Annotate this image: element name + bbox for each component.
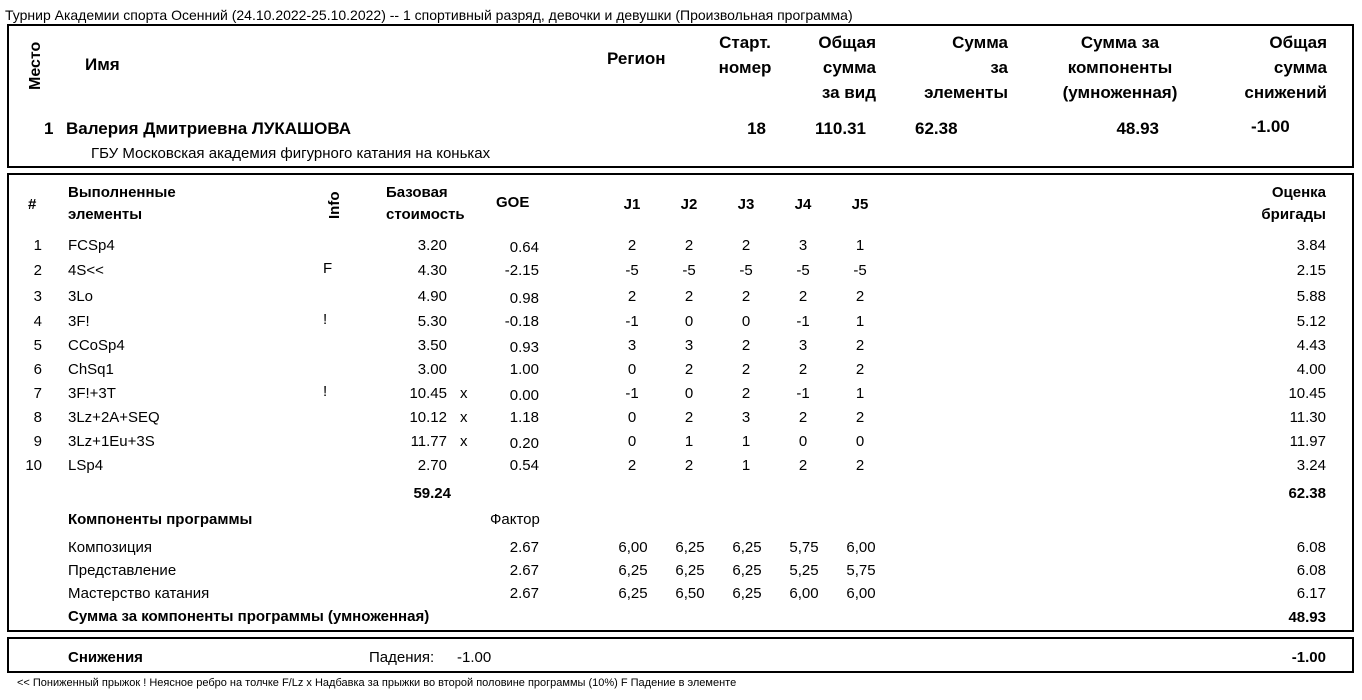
element-judge-score: 2 — [798, 409, 808, 426]
element-judge-score: 2 — [855, 337, 865, 354]
skater-club: ГБУ Московская академия фигурного катания на коньках — [91, 145, 491, 162]
element-goe: 0.54 — [509, 457, 539, 474]
component-judge-score: 6,25 — [732, 585, 762, 602]
element-judge-score: 2 — [741, 385, 751, 402]
component-judge-score: 6,25 — [675, 562, 705, 579]
element-goe: -0.18 — [504, 313, 539, 330]
falls-label: Падения: — [369, 649, 435, 666]
falls-value: -1.00 — [457, 649, 492, 666]
element-judge-score: -5 — [796, 262, 810, 279]
event-title: Турнир Академии спорта Осенний (24.10.2022-25.10.2022) -- 1 спортивный разряд, девочки и девушки (Произвольная программа) — [5, 7, 853, 23]
header-name: Имя — [85, 55, 120, 74]
skater-place: 1 — [44, 119, 54, 138]
element-base-value: 10.45 — [409, 385, 447, 402]
element-panel-score: 10.45 — [1288, 385, 1326, 402]
element-info: F — [323, 260, 333, 277]
element-code: CCoSp4 — [68, 337, 125, 354]
element-goe: -2.15 — [504, 262, 539, 279]
element-judge-score: -1 — [625, 385, 639, 402]
element-judge-score: 3 — [684, 337, 694, 354]
element-code: 3Lz+2A+SEQ — [68, 409, 160, 426]
skater-total: 110.31 — [814, 119, 866, 138]
element-bonus-marker: x — [460, 409, 468, 426]
components-header: Компоненты программы — [68, 511, 253, 528]
element-judge-score: 2 — [684, 237, 694, 254]
col-j1: J1 — [623, 196, 641, 213]
element-judge-score: 1 — [741, 433, 751, 450]
element-judge-score: 3 — [798, 337, 808, 354]
element-panel-score: 11.30 — [1289, 409, 1326, 426]
header-deductions-sum: Общая сумма снижений — [1244, 33, 1327, 102]
element-judge-score: 2 — [741, 237, 751, 254]
components-total-label: Сумма за компоненты программы (умноженная) — [68, 608, 430, 625]
skater-elements: 62.38 — [915, 119, 958, 138]
element-judge-score: 1 — [684, 433, 694, 450]
element-code: 3F! — [68, 313, 90, 330]
element-code: FCSp4 — [68, 237, 115, 254]
component-score: 6.17 — [1296, 585, 1326, 602]
element-bonus-marker: x — [460, 385, 468, 402]
element-judge-score: 2 — [798, 288, 808, 305]
col-executed: Выполненные элементы — [68, 184, 176, 223]
element-judge-score: 0 — [741, 313, 751, 330]
col-num: # — [28, 196, 37, 213]
element-number: 4 — [33, 313, 42, 330]
element-judge-score: -1 — [796, 385, 810, 402]
element-base-value: 3.20 — [417, 237, 447, 254]
element-judge-score: 2 — [684, 288, 694, 305]
legend: << Пониженный прыжок ! Неясное ребро на толчке F/Lz x Надбавка за прыжки во второй половине программы (10%) F Падение в элементе — [17, 677, 737, 689]
component-judge-score: 5,75 — [846, 562, 876, 579]
element-info: ! — [323, 383, 328, 400]
element-judge-score: 2 — [741, 361, 751, 378]
element-judge-score: 0 — [627, 361, 637, 378]
header-place: Место — [27, 41, 44, 90]
base-total: 59.24 — [413, 485, 451, 502]
element-judge-score: 2 — [855, 288, 865, 305]
component-judge-score: 5,25 — [789, 562, 819, 579]
element-judge-score: 2 — [684, 361, 694, 378]
col-j4: J4 — [794, 196, 812, 213]
element-judge-score: 2 — [798, 457, 808, 474]
element-judge-score: 1 — [855, 237, 865, 254]
element-judge-score: 2 — [798, 361, 808, 378]
component-factor: 2.67 — [509, 562, 539, 579]
col-j2: J2 — [680, 196, 698, 213]
deductions-box — [7, 637, 1354, 673]
element-judge-score: -5 — [853, 262, 867, 279]
component-judge-score: 6,50 — [675, 585, 705, 602]
element-judge-score: 3 — [741, 409, 751, 426]
header-components-sum: Сумма за компоненты (умноженная) — [1062, 33, 1178, 102]
deductions-label: Снижения — [68, 649, 143, 666]
element-goe: 1.18 — [509, 409, 539, 426]
element-judge-score: 1 — [855, 385, 865, 402]
element-base-value: 5.30 — [417, 313, 447, 330]
header-start-no: Старт. номер — [718, 33, 772, 77]
element-code: 3Lo — [68, 288, 94, 305]
element-judge-score: 1 — [855, 313, 865, 330]
component-judge-score: 6,25 — [618, 585, 648, 602]
component-judge-score: 6,25 — [618, 562, 648, 579]
skater-start-no: 18 — [747, 119, 766, 138]
skater-deductions: -1.00 — [1251, 117, 1290, 136]
element-info: ! — [323, 311, 328, 328]
element-judge-score: -5 — [682, 262, 696, 279]
element-panel-score: 3.24 — [1296, 457, 1326, 474]
element-panel-score: 4.43 — [1296, 337, 1326, 354]
element-judge-score: 2 — [741, 288, 751, 305]
element-base-value: 4.90 — [417, 288, 447, 305]
element-number: 8 — [33, 409, 42, 426]
header-region: Регион — [607, 49, 666, 68]
element-judge-score: 2 — [684, 409, 694, 426]
element-judge-score: 1 — [741, 457, 751, 474]
element-panel-score: 5.88 — [1296, 288, 1326, 305]
component-judge-score: 6,00 — [846, 539, 876, 556]
element-judge-score: 2 — [684, 457, 694, 474]
skater-components: 48.93 — [1116, 119, 1159, 138]
element-base-value: 11.77 — [410, 433, 447, 450]
element-judge-score: 0 — [855, 433, 865, 450]
component-judge-score: 6,00 — [846, 585, 876, 602]
element-code: LSp4 — [68, 457, 104, 474]
col-info: Info — [326, 191, 343, 219]
header-elements-sum: Сумма за элементы — [924, 33, 1008, 102]
col-goe: GOE — [496, 194, 530, 211]
element-base-value: 4.30 — [417, 262, 447, 279]
component-score: 6.08 — [1296, 539, 1326, 556]
component-factor: 2.67 — [509, 539, 539, 556]
component-name: Представление — [68, 562, 177, 579]
element-number: 7 — [33, 385, 42, 402]
element-goe: 1.00 — [509, 361, 539, 378]
element-code: 4S<< — [68, 262, 104, 279]
element-panel-score: 4.00 — [1296, 361, 1326, 378]
element-number: 3 — [33, 288, 42, 305]
component-score: 6.08 — [1296, 562, 1326, 579]
skater-name: Валерия Дмитриевна ЛУКАШОВА — [66, 119, 352, 138]
element-number: 1 — [33, 237, 42, 254]
element-judge-score: 0 — [684, 313, 694, 330]
element-judge-score: 3 — [798, 237, 808, 254]
element-judge-score: 0 — [684, 385, 694, 402]
element-judge-score: -1 — [796, 313, 810, 330]
element-base-value: 2.70 — [417, 457, 447, 474]
component-judge-score: 6,00 — [618, 539, 648, 556]
element-panel-score: 11.97 — [1289, 433, 1326, 450]
element-panel-score: 2.15 — [1296, 262, 1326, 279]
element-goe: 0.98 — [509, 290, 539, 307]
element-judge-score: 0 — [627, 433, 637, 450]
component-name: Мастерство катания — [68, 585, 210, 602]
element-code: 3Lz+1Eu+3S — [68, 433, 155, 450]
element-judge-score: 2 — [855, 409, 865, 426]
element-judge-score: -5 — [625, 262, 639, 279]
element-judge-score: 0 — [798, 433, 808, 450]
component-judge-score: 6,25 — [732, 562, 762, 579]
factor-header: Фактор — [490, 511, 540, 528]
element-code: ChSq1 — [68, 361, 114, 378]
elements-total: 62.38 — [1288, 485, 1326, 502]
element-judge-score: 2 — [855, 361, 865, 378]
header-total: Общая сумма за вид — [818, 33, 876, 102]
element-base-value: 10.12 — [409, 409, 447, 426]
element-panel-score: 3.84 — [1296, 237, 1326, 254]
element-code: 3F!+3T — [68, 385, 116, 402]
deductions-total: -1.00 — [1291, 649, 1326, 666]
element-goe: 0.20 — [509, 435, 539, 452]
element-judge-score: 3 — [627, 337, 637, 354]
element-number: 2 — [33, 262, 42, 279]
element-bonus-marker: x — [460, 433, 468, 450]
col-j5: J5 — [851, 196, 869, 213]
element-judge-score: 0 — [627, 409, 637, 426]
components-total-value: 48.93 — [1288, 609, 1326, 626]
element-goe: 0.93 — [509, 339, 539, 356]
component-factor: 2.67 — [509, 585, 539, 602]
element-base-value: 3.50 — [417, 337, 447, 354]
element-judge-score: -5 — [739, 262, 753, 279]
element-number: 6 — [33, 361, 42, 378]
component-judge-score: 5,75 — [789, 539, 819, 556]
col-base: Базовая стоимость — [386, 184, 465, 223]
element-judge-score: 2 — [627, 457, 637, 474]
element-base-value: 3.00 — [417, 361, 447, 378]
element-goe: 0.00 — [509, 387, 539, 404]
element-judge-score: -1 — [625, 313, 639, 330]
element-judge-score: 2 — [741, 337, 751, 354]
element-judge-score: 2 — [855, 457, 865, 474]
element-goe: 0.64 — [509, 239, 539, 256]
component-judge-score: 6,25 — [732, 539, 762, 556]
component-judge-score: 6,00 — [789, 585, 819, 602]
element-number: 10 — [25, 457, 42, 474]
component-name: Композиция — [68, 539, 153, 556]
element-number: 9 — [33, 433, 42, 450]
element-judge-score: 2 — [627, 288, 637, 305]
element-judge-score: 2 — [627, 237, 637, 254]
component-judge-score: 6,25 — [675, 539, 705, 556]
element-panel-score: 5.12 — [1296, 313, 1326, 330]
element-number: 5 — [33, 337, 42, 354]
col-j3: J3 — [737, 196, 755, 213]
col-panel: Оценка бригады — [1261, 184, 1326, 223]
